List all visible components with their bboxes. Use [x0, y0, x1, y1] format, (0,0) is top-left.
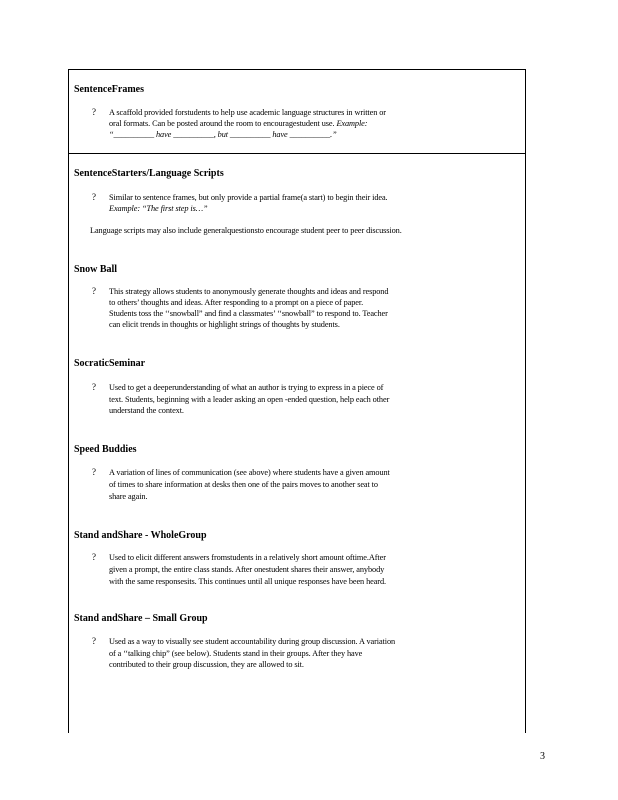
bullet-icon: ?: [92, 382, 96, 392]
bullet-icon: ?: [92, 192, 96, 202]
section-divider: [68, 153, 526, 154]
body-line: Language scripts may also include generalquestionsto encourage student peer to peer discussion.: [90, 226, 402, 235]
body-line: Used to get a deeperunderstanding of what an author is trying to express in a piece of: [109, 383, 384, 392]
section-title-sentence-starters: SentenceStarters/Language Scripts: [74, 168, 224, 179]
bullet-icon: ?: [92, 636, 96, 646]
bullet-icon: ?: [92, 107, 96, 117]
body-line: Example: “The first step is…”: [109, 204, 208, 213]
body-line: can elicit trends in thoughts or highlight strings of thoughts by students.: [109, 320, 340, 329]
body-line: given a prompt, the entire class stands. After onestudent shares their answer, anybody: [109, 565, 385, 574]
section-title-snow-ball: Snow Ball: [74, 264, 118, 275]
body-line: This strategy allows students to anonymously generate thoughts and ideas and respond: [109, 287, 389, 296]
section-title-stand-share-whole: Stand andShare - WholeGroup: [74, 530, 207, 541]
section-title-socratic-seminar: SocraticSeminar: [74, 358, 146, 369]
body-line: Similar to sentence frames, but only provide a partial frame(a start) to begin their idea.: [109, 193, 388, 202]
body-line: text. Students, beginning with a leader asking an open -ended question, help each other: [109, 395, 390, 404]
bullet-icon: ?: [92, 286, 96, 296]
page-number: 3: [540, 751, 545, 762]
bullet-icon: ?: [92, 552, 96, 562]
body-line: understand the context.: [109, 406, 184, 415]
body-line: Students toss the ‘‘snowball” and find a classmates’ ‘‘snowball” to respond to. Teacher: [109, 309, 388, 318]
body-line: contributed to their group discussion, they are allowed to sit.: [109, 660, 304, 669]
body-line: to others’ thoughts and ideas. After responding to a prompt on a piece of paper.: [109, 298, 364, 307]
body-line: of times to share information at desks then one of the pairs moves to another seat to: [109, 480, 378, 489]
body-line: of a ‘‘talking chip” (see below). Students stand in their groups. After they have: [109, 649, 363, 658]
section-title-sentence-frames: SentenceFrames: [74, 84, 144, 95]
body-line: with the same responsesits. This continues until all unique responses have been heard.: [109, 577, 386, 586]
body-line: A scaffold provided forstudents to help use academic language structures in written or: [109, 108, 386, 117]
section-title-speed-buddies: Speed Buddies: [74, 444, 137, 455]
body-line: “__________ have __________, but __________ have __________.”: [109, 130, 337, 139]
bullet-icon: ?: [92, 467, 96, 477]
body-line: Used to elicit different answers fromstudents in a relatively short amount oftime.After: [109, 553, 386, 562]
body-line: share again.: [109, 492, 148, 501]
body-line: A variation of lines of communication (see above) where students have a given amount: [109, 468, 390, 477]
example-label: Example:: [336, 119, 368, 128]
body-line: Used as a way to visually see student accountability during group discussion. A variation: [109, 637, 396, 646]
section-title-stand-share-small: Stand andShare – Small Group: [74, 613, 208, 624]
body-line: oral formats. Can be posted around the room to encouragestudent use. Example:: [109, 119, 368, 128]
